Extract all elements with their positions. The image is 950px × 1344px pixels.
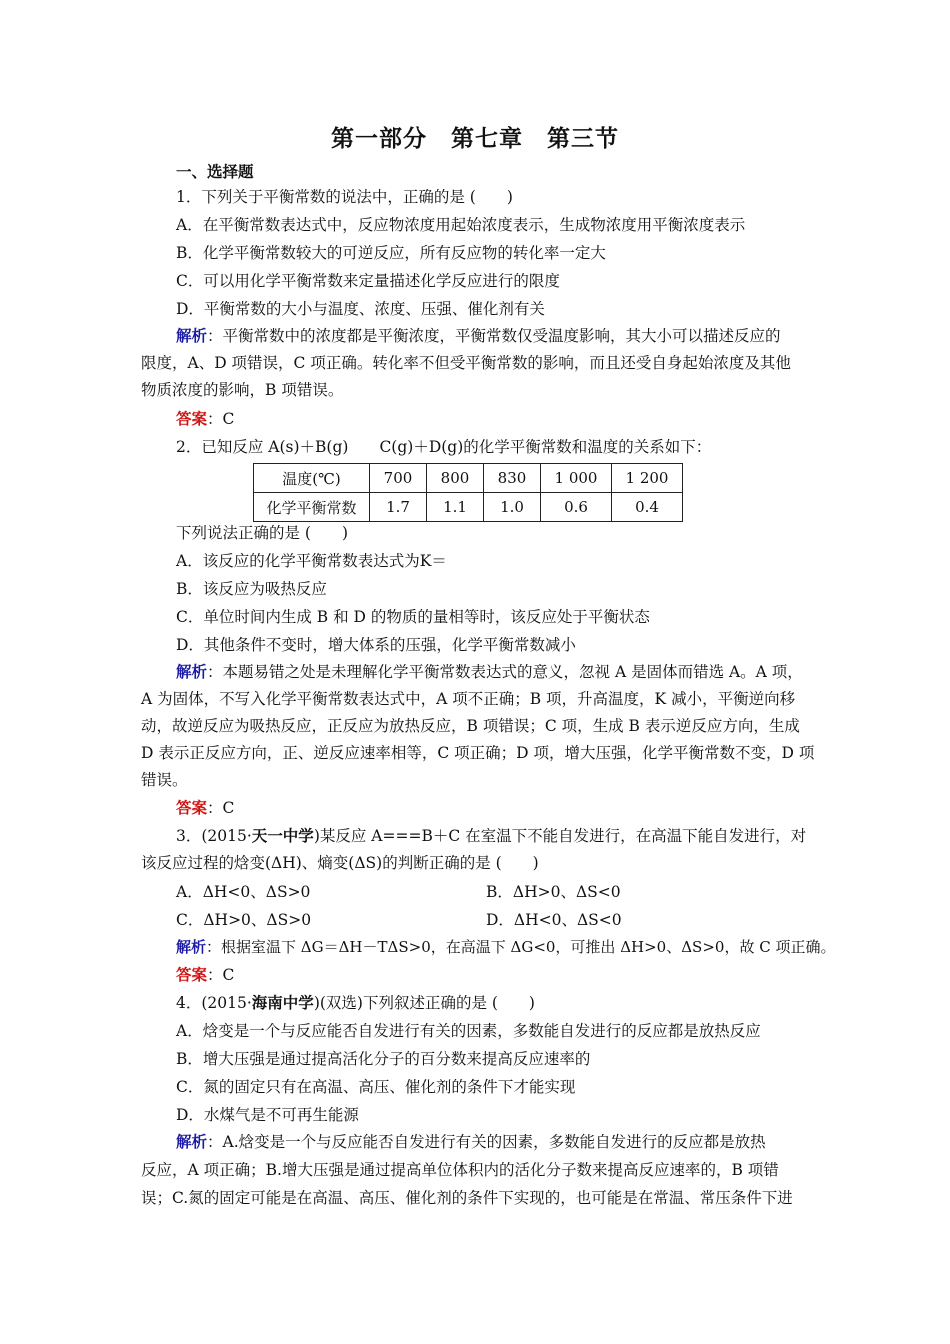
table-cell: 0.6: [541, 493, 612, 522]
question-4-analysis-line: 反应，A 项正确；B.增大压强是通过提高单位体积内的活化分子数来提高反应速率的，B 项错: [141, 1161, 779, 1179]
question-4-option-a: A．焓变是一个与反应能否自发进行有关的因素，多数能自发进行的反应都是放热反应: [176, 1022, 761, 1040]
question-4-analysis: [176, 1132, 766, 1152]
table-cell: 1.1: [427, 493, 484, 522]
stem-text: 3．(2015·: [176, 827, 252, 845]
analysis-label: 解析: [176, 938, 207, 956]
analysis-text: ：根据室温下 ΔG＝ΔH－TΔS>0，在高温下 ΔG<0，可推出 ΔH>0、ΔS>0，故 C 项正确。: [206, 938, 836, 956]
question-1-analysis-line: 限度，A、D 项错误，C 项正确。转化率不但受平衡常数的影响，而且还受自身起始浓度及其他: [141, 354, 791, 372]
question-3-option-c: C．ΔH>0、ΔS>0: [176, 911, 312, 929]
question-1-answer: [176, 409, 234, 429]
question-1-analysis-line: 物质浓度的影响，B 项错误。: [141, 381, 344, 399]
question-3-option-a: A．ΔH<0、ΔS>0: [176, 883, 311, 901]
table-cell: 化学平衡常数: [254, 493, 370, 522]
answer-text: ：C: [207, 410, 235, 428]
analysis-label: 解析: [176, 1133, 208, 1151]
table-cell: 800: [427, 464, 484, 493]
question-3-analysis: [176, 937, 835, 957]
question-1-stem: 1．下列关于平衡常数的说法中，正确的是 ( ): [176, 188, 513, 206]
question-3-option-d: D．ΔH<0、ΔS<0: [486, 911, 622, 929]
answer-label: 答案: [176, 410, 208, 428]
question-3-option-b: B．ΔH>0、ΔS<0: [486, 883, 621, 901]
equilibrium-constant-table: [253, 463, 683, 522]
table-cell: 温度(℃): [254, 464, 370, 493]
question-1-option-c: C．可以用化学平衡常数来定量描述化学反应进行的限度: [176, 272, 560, 290]
answer-text: ：C: [207, 966, 235, 984]
answer-label: 答案: [176, 966, 208, 984]
table-cell: 1.0: [484, 493, 541, 522]
section-heading: 一、选择题: [176, 163, 254, 181]
question-3-stem-line: 该反应过程的焓变(ΔH)、熵变(ΔS)的判断正确的是 ( ): [141, 854, 539, 872]
stem-text: 4．(2015·: [176, 994, 252, 1012]
question-2-analysis: [176, 662, 803, 682]
question-2-option-b: B．该反应为吸热反应: [176, 580, 327, 598]
school-name: 海南中学: [251, 994, 314, 1012]
question-2-analysis-line: D 表示正反应方向，正、逆反应速率相等，C 项正确；D 项，增大压强，化学平衡常数不变，D 项: [141, 744, 815, 762]
question-2-analysis-line: 错误。: [141, 771, 188, 789]
stem-text: )某反应 A===B＋C 在室温下不能自发进行，在高温下能自发进行，对: [313, 827, 807, 845]
question-2-option-d: D．其他条件不变时，增大体系的压强，化学平衡常数减小: [176, 636, 576, 654]
table-row: [254, 464, 683, 493]
table-cell: 1.7: [370, 493, 427, 522]
question-2-option-a: A．该反应的化学平衡常数表达式为K＝: [176, 552, 447, 570]
question-2-option-c: C．单位时间内生成 B 和 D 的物质的量相等时，该反应处于平衡状态: [176, 608, 650, 626]
school-name: 天一中学: [251, 827, 314, 845]
question-4-analysis-line: 误；C.氮的固定可能是在高温、高压、催化剂的条件下实现的，也可能是在常温、常压条件下进: [141, 1189, 793, 1207]
analysis-label: 解析: [176, 327, 208, 345]
question-1-option-d: D．平衡常数的大小与温度、浓度、压强、催化剂有关: [176, 300, 545, 318]
table-cell: 0.4: [612, 493, 683, 522]
analysis-text: ：A.焓变是一个与反应能否自发进行有关的因素，多数能自发进行的反应都是放热: [207, 1133, 766, 1151]
table-cell: 700: [370, 464, 427, 493]
question-1-analysis: [176, 326, 781, 346]
table-cell: 830: [484, 464, 541, 493]
question-3-stem: [176, 826, 806, 846]
question-4-option-b: B．增大压强是通过提高活化分子的百分数来提高反应速率的: [176, 1050, 591, 1068]
question-1-option-a: A．在平衡常数表达式中，反应物浓度用起始浓度表示，生成物浓度用平衡浓度表示: [176, 216, 746, 234]
page-title: 第一部分 第七章 第三节: [331, 126, 619, 152]
question-2-prompt: 下列说法正确的是 ( ): [176, 524, 349, 542]
question-2-stem: 2．已知反应 A(s)＋B(g) C(g)＋D(g)的化学平衡常数和温度的关系如下：: [176, 438, 712, 456]
question-4-stem: [176, 993, 535, 1013]
question-2-answer: [176, 798, 234, 818]
question-2-analysis-line: 动，故逆反应为吸热反应，正反应为放热反应，B 项错误；C 项，生成 B 表示逆反应方向，生成: [141, 717, 800, 735]
table-cell: 1 200: [612, 464, 683, 493]
question-1-option-b: B．化学平衡常数较大的可逆反应，所有反应物的转化率一定大: [176, 244, 606, 262]
question-2-analysis-line: A 为固体，不写入化学平衡常数表达式中，A 项不正确；B 项，升高温度，K 减小，平衡逆向移: [141, 690, 796, 708]
analysis-text: ：本题易错之处是未理解化学平衡常数表达式的意义，忽视 A 是固体而错选 A。A 项，: [207, 663, 803, 681]
stem-text: )(双选)下列叙述正确的是 ( ): [313, 994, 535, 1012]
question-4-option-c: C．氮的固定只有在高温、高压、催化剂的条件下才能实现: [176, 1078, 576, 1096]
question-3-answer: [176, 965, 234, 985]
question-4-option-d: D．水煤气是不可再生能源: [176, 1106, 359, 1124]
table-row: [254, 493, 683, 522]
analysis-text: ：平衡常数中的浓度都是平衡浓度，平衡常数仅受温度影响，其大小可以描述反应的: [207, 327, 781, 345]
answer-label: 答案: [176, 799, 208, 817]
answer-text: ：C: [207, 799, 235, 817]
analysis-label: 解析: [176, 663, 208, 681]
table-cell: 1 000: [541, 464, 612, 493]
